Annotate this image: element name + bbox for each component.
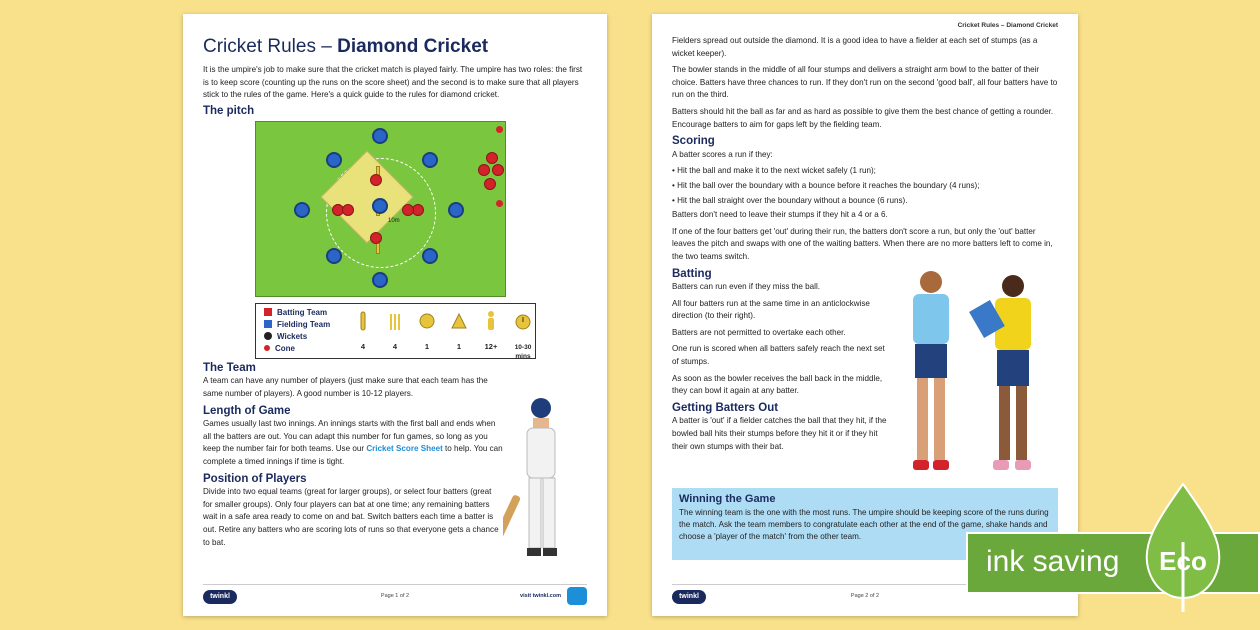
page-footer (203, 584, 587, 606)
legend-wickets: Wickets (264, 332, 307, 341)
ball-count: 1 (416, 310, 438, 360)
batter (402, 204, 414, 216)
stopwatch-icon (515, 310, 531, 332)
players-count: 12+ (480, 310, 502, 360)
fielder (422, 248, 438, 264)
page-title: Cricket Rules – Diamond Cricket (203, 36, 489, 57)
team-heading: The Team (203, 361, 256, 374)
time-count: 10-30 mins (512, 310, 534, 360)
running-header: Cricket Rules – Diamond Cricket (957, 22, 1058, 29)
winning-text: The winning team is the one with the most runs. The umpire should be keeping score of the runs during the match. Ask the team members to congratulate each other at the end of the game, shake hands and choose a 'player of the match' from the other team. (679, 508, 1049, 541)
fielder (326, 152, 342, 168)
cone (496, 200, 503, 207)
list-item: • Hit the ball over the boundary with a bounce before it reaches the boundary (4 runs); (672, 180, 1058, 193)
waiting-batter (492, 164, 504, 176)
eco-badge-text: Eco (1159, 546, 1207, 576)
batting-item: Batters are not permitted to overtake each other. (672, 327, 846, 337)
waiting-batter (478, 164, 490, 176)
document-page-1 (183, 14, 607, 616)
bat-icon (355, 310, 371, 332)
pitch-legend (255, 303, 536, 359)
twinkl-logo: twinkl (672, 590, 706, 604)
waiting-batter (486, 152, 498, 164)
wickets-swatch (264, 332, 272, 340)
equipment-list (352, 310, 534, 360)
batter (342, 204, 354, 216)
document-page-2 (652, 14, 1078, 616)
umpires-illustration (897, 264, 1059, 482)
legend-batting: Batting Team (264, 308, 327, 317)
batting-item: Batters can run even if they miss the ball. (672, 282, 821, 292)
pitch-diagram (255, 121, 506, 297)
scoring-intro: A batter scores a run if they: (672, 149, 773, 159)
stumps-icon (387, 310, 403, 332)
scoring-out: If one of the four batters get 'out' during their run, the batters don't score a run, but only the 'out' batter leaves the pitch and swaps with one of the waiting batters. When there are no more batters left to come in, the two teams switch. (672, 226, 1053, 261)
cone-icon (451, 310, 467, 332)
out-heading: Getting Batters Out (672, 401, 779, 414)
list-item: • Hit the ball straight over the boundary without a bounce (6 runs). (672, 195, 1058, 208)
winning-heading: Winning the Game (679, 493, 776, 505)
waiting-batter (484, 178, 496, 190)
fielder (448, 202, 464, 218)
batting-item: As soon as the bowler receives the ball back in the middle, they can bowl it again at any batter. (672, 373, 883, 396)
batter (370, 232, 382, 244)
length-text: Games usually last two innings. An innings starts with the first ball and ends when all the batters are out. You can adapt this number for fun games, so long as you keep the number fair for both teams. Use our Cricket Score Sheet to help. You can complete a timed innings if time is tight. (203, 419, 503, 466)
intro-paragraph: It is the umpire's job to make sure that the cricket match is played fairly. The umpire has two roles: the first is to keep score (counting up the runs on the score sheet) and the second is to make sure that all players stick to the rules of the game. Here's a quick guide to the rules for diamond cricket. (203, 65, 583, 100)
rules-column (203, 362, 503, 549)
team-text: A team can have any number of players (just make sure that each team has the same number of players). A good number is 10-12 players. (203, 376, 488, 398)
stumps-count: 4 (384, 310, 406, 360)
score-sheet-link[interactable]: Cricket Score Sheet (366, 444, 443, 454)
batting-item: One run is scored when all batters safely reach the next set of stumps. (672, 344, 885, 367)
page-number: Page 1 of 2 (380, 593, 410, 599)
bat-count: 4 (352, 310, 374, 360)
fielder (372, 198, 388, 214)
page-number: Page 2 of 2 (850, 593, 880, 599)
position-heading: Position of Players (203, 472, 307, 485)
out-text: A batter is 'out' if a fielder catches the ball that they hit, if the bowled ball hits their stumps before they hit it or if they hit their own stumps with their bat. (672, 416, 887, 451)
ink-saving-label: ink saving (986, 545, 1120, 578)
batting-swatch (264, 308, 272, 316)
legend-fielding: Fielding Team (264, 320, 330, 329)
visit-link[interactable]: visit twinkl.com (520, 593, 561, 599)
length-heading: Length of Game (203, 404, 291, 417)
list-item: • Hit the ball and make it to the next wicket safely (1 run); (672, 165, 1058, 178)
twinkl-logo: twinkl (203, 590, 237, 604)
legend-cone: Cone (264, 344, 295, 353)
batter (370, 174, 382, 186)
cone-count: 1 (448, 310, 470, 360)
batting-item: All four batters run at the same time in an anticlockwise direction (to their right). (672, 298, 870, 321)
hitting-paragraph: Batters should hit the ball as far and as hard as possible to give them the best chance of getting a rounder. Encourage batters to aim for gaps left by the fielding team. (672, 106, 1054, 129)
ball-icon (419, 310, 435, 332)
fielding-swatch (264, 320, 272, 328)
scoring-list (672, 165, 1058, 207)
distance-label: 10m (388, 217, 400, 224)
fielder (372, 272, 388, 288)
fielder (372, 128, 388, 144)
cone-swatch (264, 345, 270, 351)
bowler-paragraph: The bowler stands in the middle of all four stumps and delivers a straight arm bowl to the batter of their choice. Batters have three chances to run. If they don't run on the second 'good ball', all four batters have to run on the third. (672, 65, 1058, 100)
player-icon (483, 310, 499, 332)
fielder (326, 248, 342, 264)
cone (496, 126, 503, 133)
position-text: Divide into two equal teams (great for larger groups), or select four batters (great for smaller groups). Only four players can bat at one time; any remaining batters wait in a safe area ready to come on and bat. Switch batters each time a batter is out. Retire any batters who are scoring lots of runs so that everyone gets a chance to bat. (203, 487, 499, 547)
fielder (294, 202, 310, 218)
batting-heading: Batting (672, 267, 712, 280)
cricketer-illustration (503, 394, 579, 572)
batting-section (672, 268, 892, 454)
scoring-note: Batters don't need to leave their stumps if they hit a 4 or a 6. (672, 210, 888, 220)
pitch-heading: The pitch (203, 104, 255, 117)
eco-leaf-icon (1140, 482, 1226, 612)
fielder (422, 152, 438, 168)
fielders-paragraph: Fielders spread out outside the diamond. It is a good idea to have a fielder at each set of stumps (as a wicket keeper). (672, 36, 1038, 58)
quality-badge-icon (567, 587, 587, 605)
scoring-heading: Scoring (672, 135, 715, 148)
